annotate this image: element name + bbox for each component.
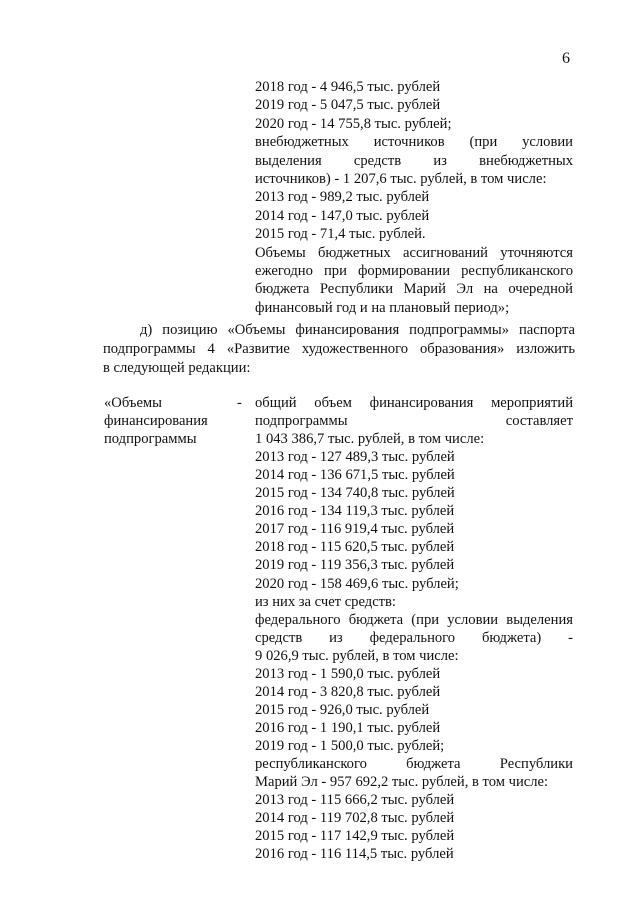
top-block-line: 2014 год - 147,0 тыс. рублей	[255, 207, 430, 224]
right-block-line: 2015 год - 926,0 тыс. рублей	[255, 701, 430, 718]
right-block-line: 2019 год - 1 500,0 тыс. рублей;	[255, 737, 445, 754]
top-block-line: ежегодно при формировании республиканского	[255, 263, 573, 279]
page-number: 6	[562, 50, 570, 67]
section-paragraph-line: в следующей редакции:	[103, 360, 251, 376]
right-block-line: 2014 год - 3 820,8 тыс. рублей	[255, 683, 441, 700]
right-block-line: 2015 год - 117 142,9 тыс. рублей	[255, 828, 455, 845]
right-block-line: 9 026,9 тыс. рублей, в том числе:	[255, 647, 459, 664]
top-block-line: Объемы бюджетных ассигнований уточняются	[255, 244, 573, 261]
top-block-line: 2015 год - 71,4 тыс. рублей.	[255, 226, 426, 243]
right-block-line: 2016 год - 1 190,1 тыс. рублей	[255, 719, 441, 736]
top-block-line: источников) - 1 207,6 тыс. рублей, в том числе:	[255, 171, 547, 187]
right-block-line: 2019 год - 119 356,3 тыс. рублей	[255, 557, 455, 574]
right-block-line: 2014 год - 119 702,8 тыс. рублей	[255, 810, 455, 827]
right-block-line: федерального бюджета (при условии выделения	[255, 611, 573, 628]
top-block-line: выделения средств из внебюджетных	[255, 152, 573, 169]
right-block-line: 1 043 386,7 тыс. рублей, в том числе:	[255, 431, 485, 448]
left-cell-line: подпрограммы	[104, 431, 197, 448]
right-block-line: республиканского бюджета Республики	[255, 756, 573, 772]
section-paragraph-line: подпрограммы 4 «Развитие художественного образования» изложить	[103, 341, 575, 357]
right-block-line: общий объем финансирования мероприятий	[255, 395, 573, 411]
right-block-line: 2016 год - 116 114,5 тыс. рублей	[255, 846, 454, 863]
right-block-line: 2020 год - 158 469,6 тыс. рублей;	[255, 575, 459, 592]
right-block-line: из них за счет средств:	[255, 593, 396, 610]
right-block-line: 2017 год - 116 919,4 тыс. рублей	[255, 521, 455, 538]
top-block-line: 2018 год - 4 946,5 тыс. рублей	[255, 79, 441, 95]
top-block-line: 2013 год - 989,2 тыс. рублей	[255, 189, 430, 206]
right-block-line: 2013 год - 1 590,0 тыс. рублей	[255, 665, 441, 682]
section-paragraph-line: д) позицию «Объемы финансирования подпрограммы» паспорта	[140, 322, 575, 338]
top-block-line: внебюджетных источников (при условии	[255, 134, 573, 151]
left-cell-line: финансирования	[104, 413, 208, 430]
right-block-line: 2015 год - 134 740,8 тыс. рублей	[255, 485, 455, 502]
right-block-line: Марий Эл - 957 692,2 тыс. рублей, в том числе:	[255, 774, 549, 791]
right-block-line: 2018 год - 115 620,5 тыс. рублей	[255, 539, 455, 556]
top-block-line: 2020 год - 14 755,8 тыс. рублей;	[255, 115, 452, 132]
right-block-line: 2016 год - 134 119,3 тыс. рублей	[255, 503, 455, 520]
left-cell-line: «Объемы	[104, 395, 162, 411]
top-block-line: бюджета Республики Марий Эл на очередной	[255, 281, 573, 298]
right-block-line: 2013 год - 127 489,3 тыс. рублей	[255, 449, 455, 466]
right-block-line: 2014 год - 136 671,5 тыс. рублей	[255, 467, 455, 484]
right-block-line: средств из федерального бюджета) -	[255, 629, 573, 646]
top-block-line: 2019 год - 5 047,5 тыс. рублей	[255, 97, 441, 114]
right-block-line: 2013 год - 115 666,2 тыс. рублей	[255, 792, 455, 809]
right-block-line: подпрограммы составляет	[255, 413, 573, 430]
top-block-line: финансовый год и на плановый период»;	[255, 299, 510, 316]
cell-dash: -	[237, 395, 242, 411]
